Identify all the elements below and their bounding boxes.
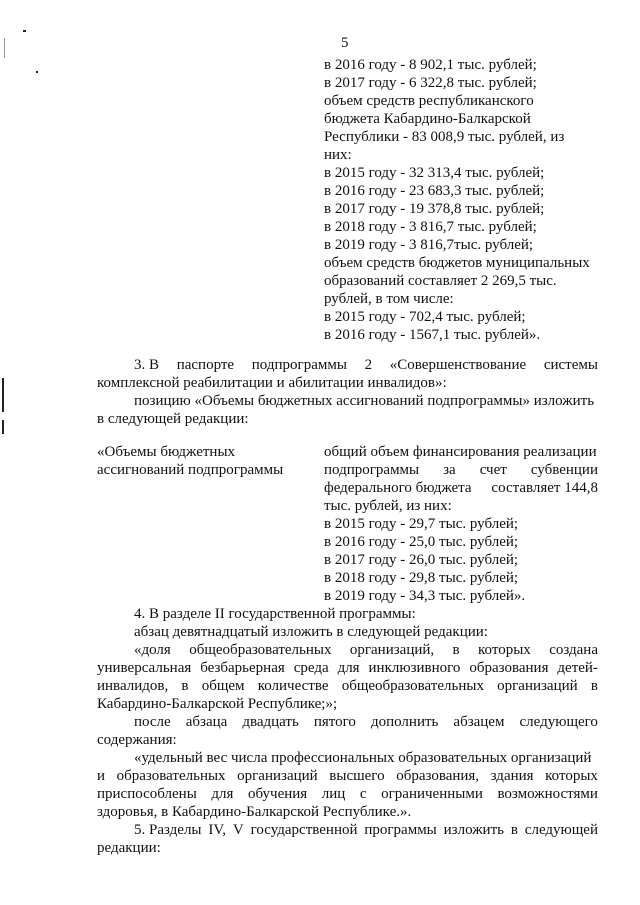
word: IV, xyxy=(208,822,227,838)
word: приспособлены xyxy=(97,786,197,802)
word: счет xyxy=(479,462,507,478)
word: инвалидов, xyxy=(97,678,169,694)
word: за xyxy=(443,462,456,478)
word: составляет 144,8 xyxy=(491,480,598,496)
justified-line xyxy=(324,461,598,479)
word: в xyxy=(181,678,189,694)
word: универсальная xyxy=(97,660,192,676)
word: образования xyxy=(469,660,549,676)
text-line: позицию «Объемы бюджетных ассигнований подпрограммы» изложить xyxy=(134,393,595,409)
word: изложить xyxy=(443,822,504,838)
word: высшего xyxy=(329,768,385,784)
word: которых xyxy=(545,768,598,784)
page-number: 5 xyxy=(341,35,349,51)
word: общеобразовательных xyxy=(189,642,332,658)
word: здания xyxy=(490,768,534,784)
word: 3. В xyxy=(134,357,160,373)
justified-line xyxy=(134,356,598,374)
word: дополнить xyxy=(370,714,439,730)
word: инклюзивного xyxy=(368,660,461,676)
funding-line: в 2018 году - 3 816,7 тыс. рублей; xyxy=(324,219,537,235)
word: обучения xyxy=(247,786,308,802)
word: программы xyxy=(364,822,437,838)
word: субвенции xyxy=(530,462,598,478)
table-label: «Объемы бюджетных xyxy=(97,444,236,460)
funding-line: в 2015 году - 702,4 тыс. рублей; xyxy=(324,309,526,325)
text-line: абзац девятнадцатый изложить в следующей редакции: xyxy=(134,624,488,640)
scan-mark-bar-1 xyxy=(4,38,5,58)
word: лиц xyxy=(321,786,346,802)
word: общем xyxy=(201,678,245,694)
table-value-line: тыс. рублей, из них: xyxy=(324,498,452,514)
table-value-line: в 2018 году - 29,8 тыс. рублей; xyxy=(324,570,519,586)
justified-line xyxy=(134,641,598,659)
funding-line: бюджета Кабардино-Балкарской xyxy=(324,111,531,127)
word: организаций, xyxy=(349,642,435,658)
table-value-line: в 2015 году - 29,7 тыс. рублей; xyxy=(324,516,519,532)
word: организаций xyxy=(237,768,318,784)
table-label: ассигнований подпрограммы xyxy=(97,462,284,478)
text-line: 4. В разделе II государственной программы: xyxy=(134,606,416,622)
text-line: в следующей редакции: xyxy=(97,411,249,427)
text-line: редакции: xyxy=(97,840,161,856)
word: 5. Разделы xyxy=(134,822,202,838)
word: образования, xyxy=(396,768,480,784)
word: «Совершенствование xyxy=(389,357,527,373)
funding-line: в 2016 году - 23 683,3 тыс. рублей; xyxy=(324,183,545,199)
table-value-line: общий объем финансирования реализации xyxy=(324,444,597,460)
table-value-line: в 2016 году - 25,0 тыс. рублей; xyxy=(324,534,519,550)
word: в xyxy=(452,642,460,658)
word: подпрограммы xyxy=(251,357,347,373)
word: 2 xyxy=(364,357,373,373)
justified-line xyxy=(134,821,598,839)
justified-line xyxy=(324,479,598,497)
scan-mark-bar-2 xyxy=(2,378,4,412)
word: двадцать xyxy=(242,714,299,730)
funding-line: в 2015 году - 32 313,4 тыс. рублей; xyxy=(324,165,545,181)
funding-line: в 2017 году - 19 378,8 тыс. рублей; xyxy=(324,201,545,217)
scan-mark-dot xyxy=(36,71,38,73)
word: общеобразовательных xyxy=(341,678,484,694)
word: и xyxy=(97,768,106,784)
justified-line xyxy=(97,767,598,785)
word: следующей xyxy=(524,822,598,838)
scan-mark-top xyxy=(23,30,26,32)
funding-line: объем средств бюджетов муниципальных xyxy=(324,255,590,271)
word: следующего xyxy=(519,714,598,730)
funding-line: них: xyxy=(324,147,352,163)
funding-line: в 2017 году - 6 322,8 тыс. рублей; xyxy=(324,75,537,91)
funding-line: в 2016 году - 1567,1 тыс. рублей». xyxy=(324,327,541,343)
justified-line xyxy=(134,713,598,731)
text-line: здоровья, в Кабардино-Балкарской Республике.». xyxy=(97,804,412,820)
word: абзаца xyxy=(185,714,228,730)
word: возможностями xyxy=(497,786,598,802)
word: абзацем xyxy=(453,714,505,730)
word: количестве xyxy=(257,678,329,694)
scan-mark-bar-3 xyxy=(2,420,4,434)
funding-line: в 2016 году - 8 902,1 тыс. рублей; xyxy=(324,57,537,73)
word: паспорте xyxy=(176,357,235,373)
word: после xyxy=(134,714,171,730)
justified-line xyxy=(97,659,598,677)
word: ограниченными xyxy=(381,786,483,802)
text-line: комплексной реабилитации и абилитации инвалидов»: xyxy=(97,375,447,391)
funding-line: в 2019 году - 3 816,7тыс. рублей; xyxy=(324,237,534,253)
funding-line: образований составляет 2 269,5 тыс. xyxy=(324,273,557,289)
funding-line: объем средств республиканского xyxy=(324,93,534,109)
word: образовательных xyxy=(116,768,226,784)
word: государственной xyxy=(250,822,358,838)
word: пятого xyxy=(313,714,356,730)
justified-line xyxy=(97,785,598,803)
text-line: «удельный вес числа профессиональных образовательных организаций xyxy=(134,750,592,766)
word: в xyxy=(590,678,598,694)
word: системы xyxy=(543,357,598,373)
text-line: содержания: xyxy=(97,732,177,748)
word: детей- xyxy=(557,660,598,676)
word: среда xyxy=(293,660,329,676)
word: V xyxy=(232,822,244,838)
word: «доля xyxy=(134,642,171,658)
word: подпрограммы xyxy=(324,462,420,478)
word: для xyxy=(211,786,234,802)
word: федерального бюджета xyxy=(324,480,472,496)
word: создана xyxy=(549,642,598,658)
word: для xyxy=(337,660,360,676)
word: организаций xyxy=(497,678,578,694)
text-line: Кабардино-Балкарской Республике;»; xyxy=(97,696,338,712)
word: которых xyxy=(478,642,531,658)
funding-line: Республики - 83 008,9 тыс. рублей, из xyxy=(324,129,565,145)
table-value-line: в 2017 году - 26,0 тыс. рублей; xyxy=(324,552,519,568)
funding-line: рублей, в том числе: xyxy=(324,291,454,307)
justified-line xyxy=(97,677,598,695)
word: в xyxy=(510,822,518,838)
word: с xyxy=(359,786,367,802)
word: безбарьерная xyxy=(200,660,285,676)
table-value-line: в 2019 году - 34,3 тыс. рублей». xyxy=(324,588,526,604)
